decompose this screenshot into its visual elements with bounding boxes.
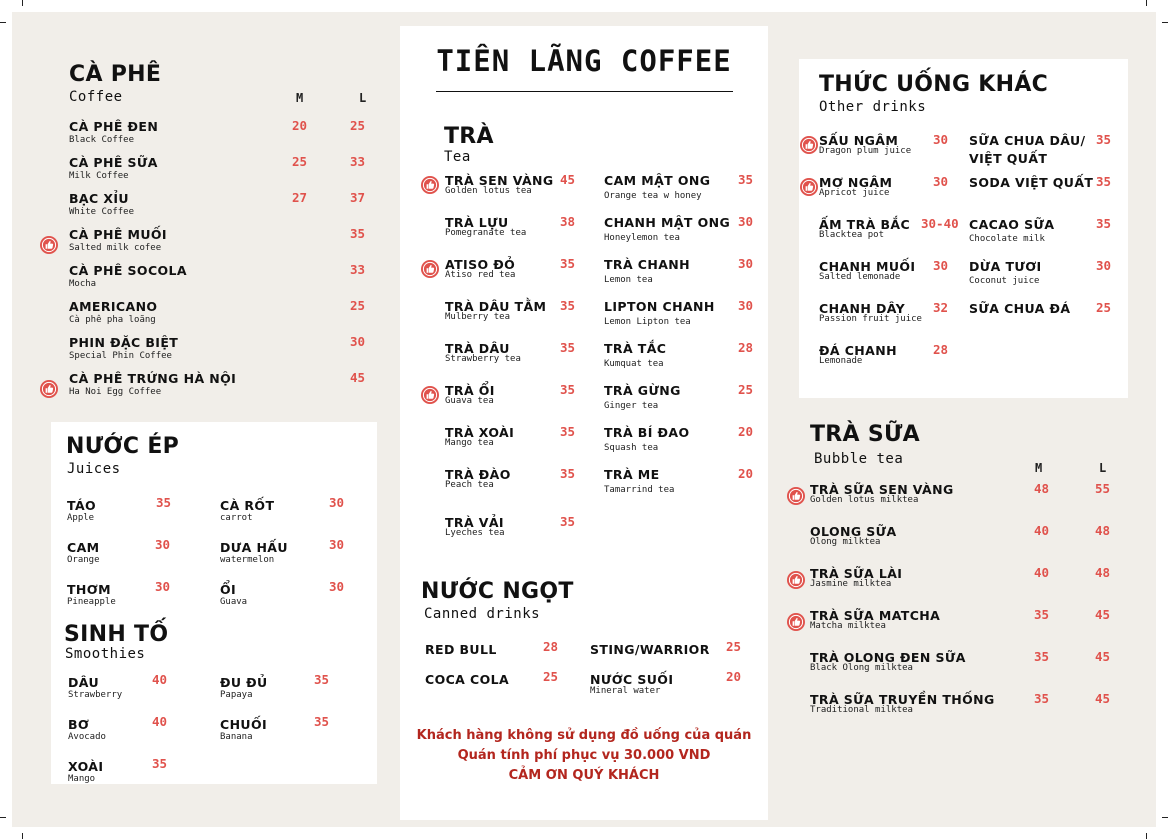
other-drinks-title: THỨC UỐNG KHÁC (819, 72, 1049, 97)
coffee-subtitle: Coffee (69, 89, 123, 105)
other-drink-price: 35 (1096, 132, 1112, 147)
canned-title: NƯỚC NGỌT (421, 579, 574, 604)
crop-mark (1162, 817, 1168, 818)
smoothie-item-en: Papaya (220, 690, 253, 700)
canned-item-price: 28 (543, 639, 559, 654)
bubble-tea-en: Matcha milktea (810, 621, 886, 631)
other-drink-name: DỪA TƯƠI (969, 259, 1042, 274)
tea-item-price: 30 (738, 214, 754, 229)
crop-mark (1146, 0, 1147, 6)
smoothie-item-price: 35 (152, 756, 168, 771)
coffee-item-en: White Coffee (69, 207, 135, 217)
title-divider (436, 91, 733, 92)
tea-item-price: 35 (560, 298, 576, 313)
tea-item-name: CHANH MẬT ONG (604, 215, 731, 230)
coffee-item-name: CÀ PHÊ ĐEN (69, 119, 159, 134)
thumbs-up-badge-icon (421, 260, 439, 278)
bubble-tea-en: Black Olong milktea (810, 663, 913, 673)
bubble-tea-name: TRÀ SỮA TRUYỀN THỐNG (810, 692, 995, 707)
other-drink-price: 35 (1096, 216, 1112, 231)
tea-item-en: Strawberry tea (445, 354, 521, 364)
canned-subtitle: Canned drinks (424, 606, 541, 622)
canned-item-name: RED BULL (425, 642, 497, 657)
other-drink-price: 30 (933, 258, 949, 273)
crop-mark (0, 22, 6, 23)
coffee-item-price-m: 25 (292, 154, 308, 169)
other-drink-en: Dragon plum juice (819, 146, 912, 156)
bubble-tea-name: OLONG SỮA (810, 524, 897, 539)
bubble-tea-name: TRÀ SỮA LÀI (810, 566, 903, 581)
tea-item-en: Lemon Lipton tea (604, 317, 691, 327)
thumbs-up-badge-icon (800, 136, 818, 154)
coffee-item-name: AMERICANO (69, 299, 158, 314)
crop-mark (22, 833, 23, 839)
other-drink-en: Chocolate milk (969, 234, 1045, 244)
coffee-item-price-m: 27 (292, 190, 308, 205)
tea-item-en: Honeylemon tea (604, 233, 680, 243)
thumbs-up-badge-icon (421, 176, 439, 194)
coffee-item-price-m: 20 (292, 118, 308, 133)
bubble-tea-title: TRÀ SỮA (810, 422, 920, 447)
tea-item-en: Golden lotus tea (445, 186, 532, 196)
coffee-item-name: CÀ PHÊ TRỨNG HÀ NỘI (69, 371, 237, 386)
other-drink-en: Passion fruit juice (819, 314, 922, 324)
other-drink-price: 28 (933, 342, 949, 357)
other-drink-name: SODA VIỆT QUẤT (969, 175, 1094, 190)
coffee-item-en: Cà phê pha loãng (69, 315, 156, 325)
other-drink-price: 25 (1096, 300, 1112, 315)
canned-item-en: Mineral water (590, 686, 661, 696)
tea-item-price: 35 (560, 514, 576, 529)
smoothies-title: SINH TỐ (64, 622, 169, 647)
shop-title: TIÊN LÃNG COFFEE (436, 44, 732, 78)
juice-item-en: Pineapple (67, 597, 116, 607)
tea-item-en: Ginger tea (604, 401, 659, 411)
juice-item-name: THƠM (67, 582, 111, 597)
bubble-tea-en: Jasmine milktea (810, 579, 892, 589)
bubble-tea-en: Traditional milktea (810, 705, 913, 715)
smoothie-item-en: Strawberry (68, 690, 123, 700)
tea-item-en: Mango tea (445, 438, 494, 448)
other-drink-name: CHANH MUỐI (819, 259, 916, 274)
bubble-tea-price-l: 48 (1095, 565, 1111, 580)
other-drink-name: SỮA CHUA ĐÁ (969, 301, 1071, 316)
tea-title: TRÀ (444, 124, 494, 149)
canned-item-price: 20 (726, 669, 742, 684)
smoothie-item-en: Banana (220, 732, 253, 742)
juice-item-price: 35 (156, 495, 172, 510)
juice-item-en: Orange (67, 555, 100, 565)
tea-item-name: TRÀ DÂU TẰM (445, 299, 547, 314)
juice-item-price: 30 (329, 495, 345, 510)
other-drink-name: CHANH DÂY (819, 301, 906, 316)
juice-item-name: TÁO (67, 498, 97, 513)
other-drink-en: Blacktea pot (819, 230, 885, 240)
smoothie-item-name: ĐU ĐỦ (220, 675, 268, 690)
coffee-item-name: BẠC XỈU (69, 191, 129, 206)
tea-item-name: CAM MẬT ONG (604, 173, 711, 188)
bubble-tea-name: TRÀ SỮA MATCHA (810, 608, 941, 623)
tea-item-price: 35 (560, 382, 576, 397)
coffee-item-en: Ha Noi Egg Coffee (69, 387, 162, 397)
bubble-tea-en: Golden lotus milktea (810, 495, 919, 505)
coffee-item-en: Milk Coffee (69, 171, 129, 181)
crop-mark (0, 817, 6, 818)
thumbs-up-badge-icon (40, 380, 58, 398)
bubble-tea-price-m: 35 (1034, 649, 1050, 664)
smoothie-item-price: 35 (314, 714, 330, 729)
coffee-item-en: Mocha (69, 279, 97, 289)
tea-item-name: TRÀ BÍ ĐAO (604, 425, 690, 440)
tea-item-price: 35 (560, 256, 576, 271)
tea-item-en: Orange tea w honey (604, 191, 702, 201)
tea-item-price: 35 (560, 424, 576, 439)
bubble-tea-price-m: 40 (1034, 523, 1050, 538)
bubble-tea-en: Olong milktea (810, 537, 881, 547)
tea-item-name: TRÀ LỰU (445, 215, 509, 230)
juices-subtitle: Juices (67, 461, 121, 477)
tea-item-price: 25 (738, 382, 754, 397)
coffee-item-price-l: 33 (350, 262, 366, 277)
tea-item-price: 20 (738, 424, 754, 439)
juice-item-price: 30 (155, 579, 171, 594)
bubble-tea-price-l: 45 (1095, 691, 1111, 706)
tea-item-price: 45 (560, 172, 576, 187)
notice-line-1: Khách hàng không sử dụng đồ uống của quán (416, 728, 752, 743)
tea-item-name: LIPTON CHANH (604, 299, 715, 314)
juice-item-en: carrot (220, 513, 253, 523)
canned-item-name: STING/WARRIOR (590, 642, 710, 657)
bubble-tea-price-m: 35 (1034, 607, 1050, 622)
smoothie-item-name: CHUỐI (220, 717, 268, 732)
other-drink-en: Salted lemonade (819, 272, 901, 282)
thumbs-up-badge-icon (40, 236, 58, 254)
juice-item-name: ỔI (220, 582, 237, 597)
coffee-item-price-l: 37 (350, 190, 366, 205)
crop-mark (1146, 833, 1147, 839)
notice-line-2: Quán tính phí phục vụ 30.000 VND (457, 748, 711, 763)
tea-item-en: Squash tea (604, 443, 659, 453)
bubble-tea-subtitle: Bubble tea (814, 451, 904, 467)
bubble-tea-price-l: 48 (1095, 523, 1111, 538)
coffee-title: CÀ PHÊ (69, 62, 162, 87)
coffee-item-en: Salted milk cofee (69, 243, 162, 253)
smoothie-item-name: BƠ (68, 717, 90, 732)
coffee-item-price-l: 45 (350, 370, 366, 385)
other-drink-name: CACAO SỮA (969, 217, 1055, 232)
coffee-item-price-l: 33 (350, 154, 366, 169)
coffee-item-name: CÀ PHÊ SOCOLA (69, 263, 187, 278)
juice-item-price: 30 (329, 537, 345, 552)
tea-item-price: 20 (738, 466, 754, 481)
tea-item-name: TRÀ DÂU (445, 341, 510, 356)
coffee-item-name: CÀ PHÊ SỮA (69, 155, 158, 170)
tea-item-en: Lemon tea (604, 275, 653, 285)
juice-item-en: watermelon (220, 555, 275, 565)
smoothie-item-name: DÂU (68, 675, 100, 690)
smoothie-item-en: Avocado (68, 732, 106, 742)
juice-item-name: CAM (67, 540, 100, 555)
tea-item-name: TRÀ GỪNG (604, 383, 681, 398)
tea-item-en: Kumquat tea (604, 359, 664, 369)
other-drink-name: SỮA CHUA DÂU/ (969, 133, 1086, 148)
other-drink-name-line2: VIỆT QUẤT (969, 151, 1048, 166)
tea-item-name: TRÀ ỔI (445, 383, 495, 398)
tea-item-name: TRÀ TẮC (604, 341, 667, 356)
juice-item-en: Guava (220, 597, 248, 607)
smoothie-item-en: Mango (68, 774, 96, 784)
thumbs-up-badge-icon (787, 571, 805, 589)
crop-mark (1162, 22, 1168, 23)
thumbs-up-badge-icon (787, 487, 805, 505)
crop-mark (22, 0, 23, 6)
bubble-tea-price-l: 55 (1095, 481, 1111, 496)
tea-item-price: 35 (738, 172, 754, 187)
tea-item-price: 30 (738, 298, 754, 313)
coffee-item-price-l: 35 (350, 226, 366, 241)
coffee-item-en: Special Phin Coffee (69, 351, 172, 361)
bubble-tea-col-m: M (1035, 461, 1043, 475)
other-drink-price: 35 (1096, 174, 1112, 189)
juice-item-price: 30 (155, 537, 171, 552)
smoothie-item-name: XOÀI (68, 759, 104, 774)
notice-line-3: CẢM ƠN QUÝ KHÁCH (508, 768, 660, 783)
tea-item-name: TRÀ SEN VÀNG (445, 173, 554, 188)
other-drink-name: ĐÁ CHANH (819, 343, 897, 358)
coffee-item-en: Black Coffee (69, 135, 135, 145)
tea-item-name: TRÀ VẢI (445, 515, 504, 530)
tea-item-price: 38 (560, 214, 576, 229)
coffee-col-l: L (359, 91, 367, 105)
tea-item-en: Pomegranate tea (445, 228, 527, 238)
other-drink-en: Apricot juice (819, 188, 890, 198)
coffee-item-name: CÀ PHÊ MUỐI (69, 227, 167, 242)
coffee-item-price-l: 25 (350, 118, 366, 133)
tea-item-en: Guava tea (445, 396, 494, 406)
thumbs-up-badge-icon (421, 386, 439, 404)
tea-item-en: Mulberry tea (445, 312, 511, 322)
bubble-tea-price-m: 40 (1034, 565, 1050, 580)
bubble-tea-col-l: L (1099, 461, 1107, 475)
canned-item-name: NƯỚC SUỐI (590, 672, 674, 687)
other-drink-name: MƠ NGÂM (819, 175, 893, 190)
tea-item-price: 30 (738, 256, 754, 271)
other-drink-price: 30 (933, 132, 949, 147)
other-drink-en: Coconut juice (969, 276, 1040, 286)
coffee-col-m: M (296, 91, 304, 105)
tea-item-name: TRÀ ĐÀO (445, 467, 511, 482)
other-drink-en: Lemonade (819, 356, 863, 366)
coffee-item-price-l: 25 (350, 298, 366, 313)
tea-item-en: Peach tea (445, 480, 494, 490)
canned-item-price: 25 (543, 669, 559, 684)
bubble-tea-price-m: 35 (1034, 691, 1050, 706)
thumbs-up-badge-icon (800, 178, 818, 196)
tea-item-en: Tamarrind tea (604, 485, 675, 495)
juice-item-en: Apple (67, 513, 95, 523)
tea-item-price: 28 (738, 340, 754, 355)
canned-item-name: COCA COLA (425, 672, 510, 687)
bubble-tea-price-l: 45 (1095, 649, 1111, 664)
tea-item-name: TRÀ CHANH (604, 257, 691, 272)
other-drink-price: 30 (1096, 258, 1112, 273)
canned-item-price: 25 (726, 639, 742, 654)
coffee-item-name: PHIN ĐẶC BIỆT (69, 335, 179, 350)
tea-item-name: TRÀ ME (604, 467, 660, 482)
juice-item-price: 30 (329, 579, 345, 594)
tea-item-en: Atiso red tea (445, 270, 516, 280)
other-drink-price: 30 (933, 174, 949, 189)
smoothies-subtitle: Smoothies (65, 646, 146, 662)
juice-item-name: DƯA HẤU (220, 540, 288, 555)
bubble-tea-name: TRÀ OLONG ĐEN SỮA (810, 650, 966, 665)
tea-item-en: Lyeches tea (445, 528, 505, 538)
bubble-tea-price-l: 45 (1095, 607, 1111, 622)
juices-title: NƯỚC ÉP (66, 434, 180, 459)
other-drink-name: SẤU NGÂM (819, 133, 899, 148)
smoothie-item-price: 40 (152, 714, 168, 729)
juice-item-name: CÀ RỐT (220, 498, 275, 513)
other-drink-price: 32 (933, 300, 949, 315)
smoothie-item-price: 40 (152, 672, 168, 687)
tea-item-price: 35 (560, 340, 576, 355)
tea-item-name: ATISO ĐỎ (445, 257, 516, 272)
other-drinks-subtitle: Other drinks (819, 99, 927, 115)
bubble-tea-price-m: 48 (1034, 481, 1050, 496)
tea-item-name: TRÀ XOÀI (445, 425, 515, 440)
thumbs-up-badge-icon (787, 613, 805, 631)
coffee-item-price-l: 30 (350, 334, 366, 349)
smoothie-item-price: 35 (314, 672, 330, 687)
bubble-tea-name: TRÀ SỮA SEN VÀNG (810, 482, 954, 497)
other-drink-name: ẤM TRÀ BẮC (819, 217, 911, 232)
other-drink-price: 30-40 (921, 216, 959, 231)
tea-item-price: 35 (560, 466, 576, 481)
tea-subtitle: Tea (444, 149, 471, 165)
